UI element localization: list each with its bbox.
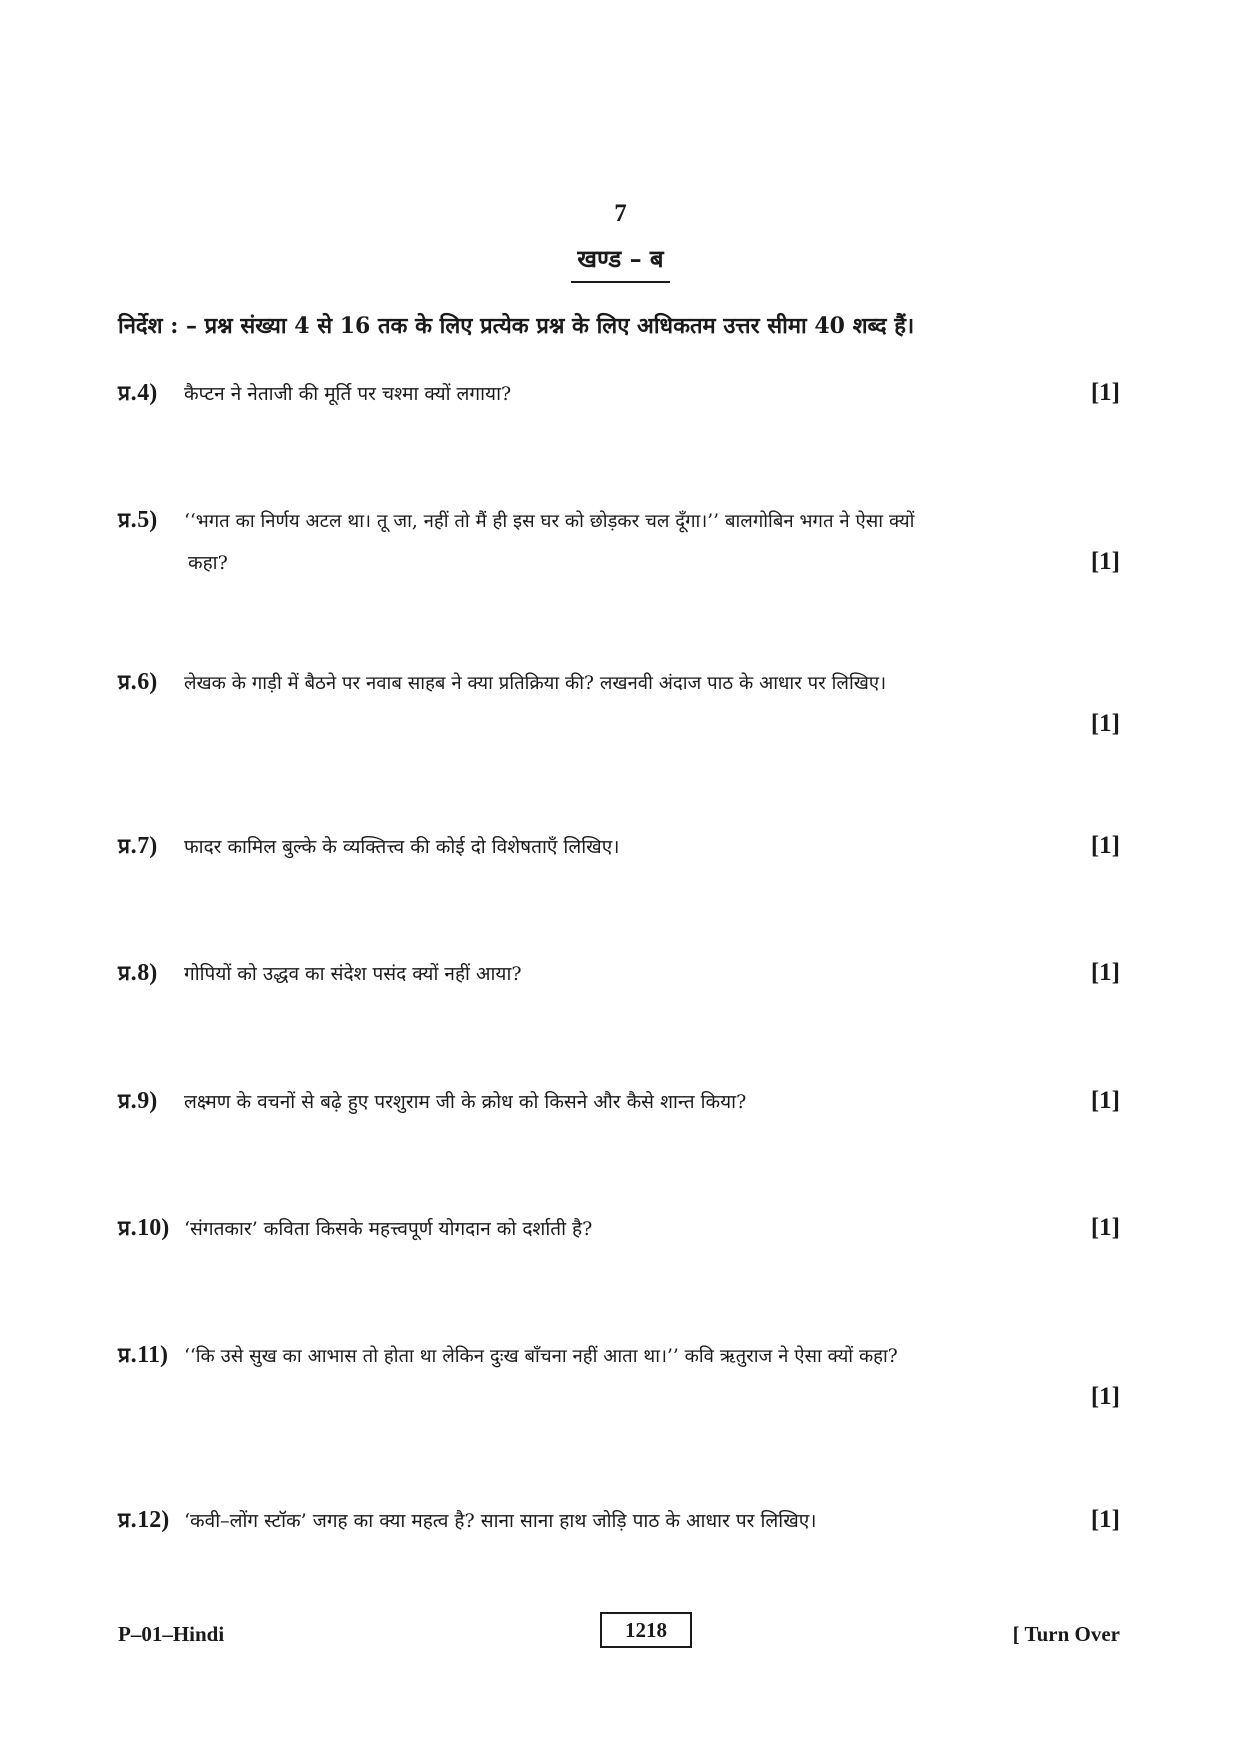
page-code-box: 1218: [600, 1612, 692, 1648]
question-4: [118, 373, 1120, 414]
question-marks: [1]: [1090, 548, 1120, 575]
question-text: लक्ष्मण के वचनों से बढ़े हुए परशुराम जी के क्रोध को किसने और कैसे शान्त किया?: [184, 1091, 747, 1113]
question-number: प्र.5): [118, 507, 158, 533]
question-text: ‘‘भगत का निर्णय अटल था। तू जा, नहीं तो मैं ही इस घर को छोड़कर चल दूँगा।’’ बालगोबिन भगत ने ऐसा क्यों: [184, 511, 915, 532]
question-7: [118, 826, 1120, 867]
question-marks: [1]: [1090, 959, 1120, 986]
paper-code: P–01–Hindi: [118, 1622, 225, 1646]
question-number: प्र.12): [118, 1507, 170, 1533]
question-text: लेखक के गाड़ी में बैठने पर नवाब साहब ने क्या प्रतिक्रिया की? लखनवी अंदाज पाठ के आधार पर लिखिए।: [184, 673, 887, 694]
question-text-continued: कहा?: [188, 552, 228, 574]
question-10: [118, 1208, 1120, 1249]
question-text: फादर कामिल बुल्के के व्यक्तित्त्व की कोई दो विशेषताएँ लिखिए।: [184, 836, 620, 858]
question-text: कैप्टन ने नेताजी की मूर्ति पर चश्मा क्यों लगाया?: [184, 383, 512, 405]
question-11: [118, 1335, 1120, 1418]
question-6: [118, 662, 1120, 745]
question-marks: [1]: [1090, 832, 1120, 859]
question-9: [118, 1081, 1120, 1122]
question-text: ‘संगतकार’ कविता किसके महत्त्वपूर्ण योगदान को दर्शाती है?: [184, 1218, 593, 1240]
section-title-text: खण्ड – ब: [571, 242, 669, 283]
question-marks: [1]: [1090, 1214, 1120, 1241]
page-number: 7: [614, 200, 627, 227]
question-number: प्र.10): [118, 1215, 170, 1241]
question-number: प्र.9): [118, 1088, 158, 1114]
question-marks: [1]: [1090, 1087, 1120, 1114]
turn-over-label: [ Turn Over: [1012, 1622, 1120, 1646]
question-8: [118, 953, 1120, 994]
question-marks: [1]: [1090, 1383, 1120, 1410]
question-text: ‘कवी–लोंग स्टॉक’ जगह का क्या महत्व है? साना साना हाथ जोड़ि पाठ के आधार पर लिखिए।: [184, 1510, 817, 1532]
question-number: प्र.8): [118, 960, 158, 986]
question-number: प्र.6): [118, 669, 158, 695]
section-title: [0, 242, 1241, 283]
instruction: निर्देश : – प्रश्न संख्या 4 से 16 तक के लिए प्रत्येक प्रश्न के लिए अधिकतम उत्तर सीमा 40 शब्द हैं।: [118, 313, 915, 339]
question-number: प्र.7): [118, 833, 158, 859]
question-5: [118, 500, 1120, 583]
question-text: ‘‘कि उसे सुख का आभास तो होता था लेकिन दुःख बाँचना नहीं आता था।’’ कवि ऋतुराज ने ऐसा क्यों कहा?: [184, 1346, 898, 1367]
page-footer: [118, 1612, 1120, 1652]
question-marks: [1]: [1090, 1506, 1120, 1533]
question-text: गोपियों को उद्धव का संदेश पसंद क्यों नहीं आया?: [184, 963, 522, 985]
question-number: प्र.11): [118, 1342, 168, 1368]
question-12: [118, 1500, 1120, 1541]
question-number: प्र.4): [118, 380, 158, 406]
question-marks: [1]: [1090, 710, 1120, 737]
question-marks: [1]: [1090, 379, 1120, 406]
